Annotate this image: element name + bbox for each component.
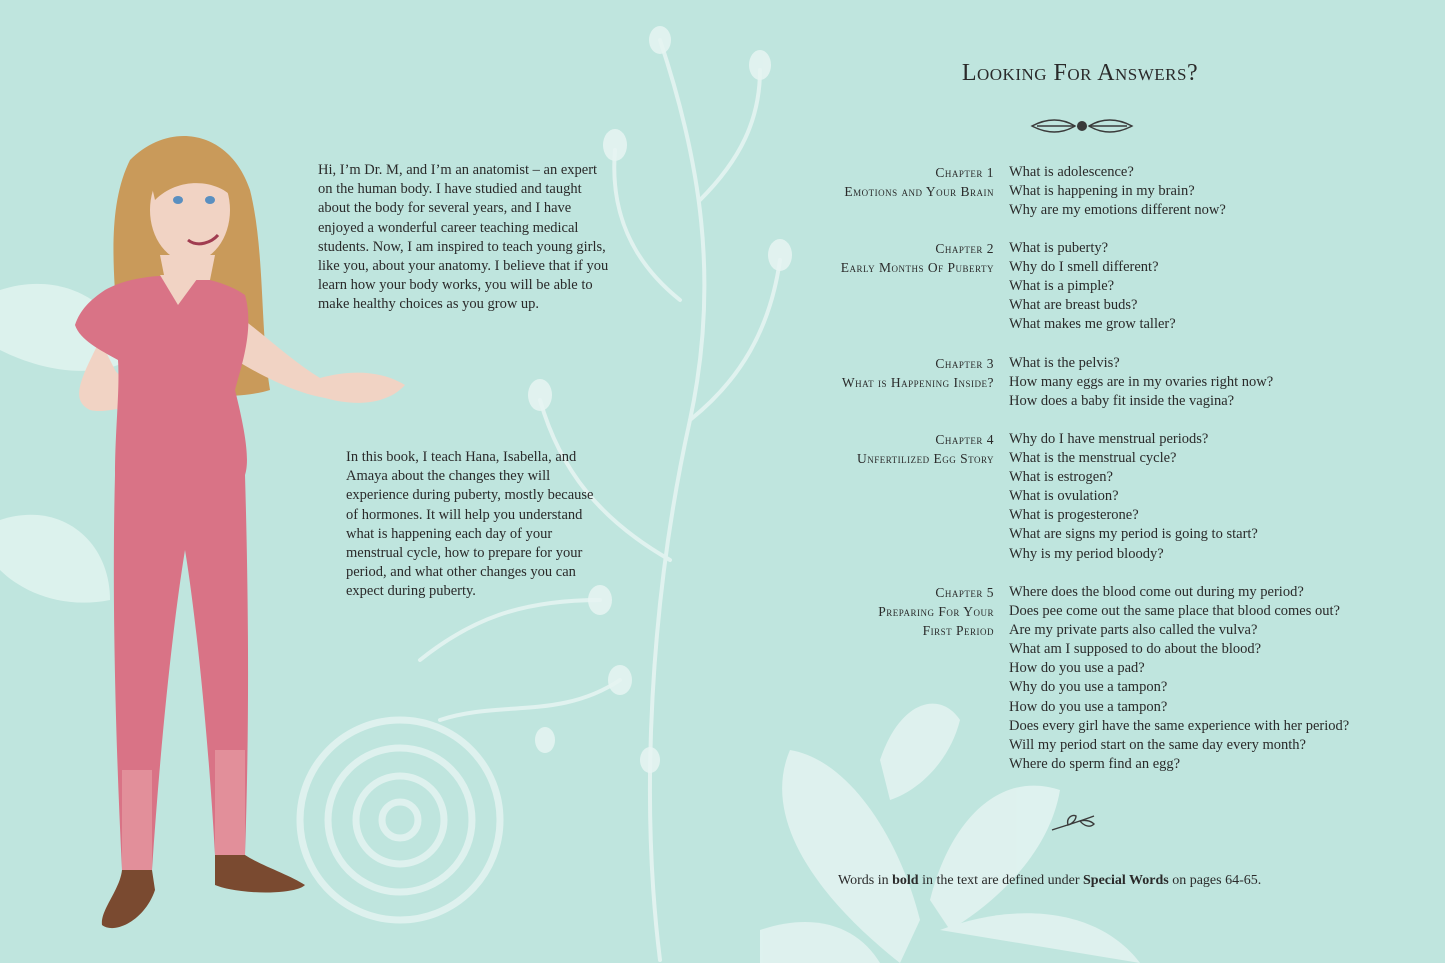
question-item: What is a pimple? <box>1009 278 1115 295</box>
question-item: Does pee come out the same place that blood comes out? <box>1009 603 1340 620</box>
chapter-3-name: What is Happening Inside? <box>841 375 994 391</box>
chapter-4-label <box>790 430 994 468</box>
question-item: What is ovulation? <box>1009 488 1119 505</box>
chapter-5-name-line-2: First Period <box>922 623 994 639</box>
intro-paragraph-1: Hi, I’m Dr. M, and I’m an anatomist – an expert on the human body. I have studied and taught about the body for several years, and I have enjoyed a wonderful career teaching medical students. Now, I am inspired to teach young girls, like you, about your anatomy. I believe that if you learn how your body works, you will be able to make healthy choices as you grow up. <box>318 162 609 313</box>
question-item: What is progesterone? <box>1009 507 1139 524</box>
question-item: Where do sperm find an egg? <box>1009 755 1181 772</box>
question-item: How many eggs are in my ovaries right now? <box>1009 374 1274 391</box>
question-item: What is the pelvis? <box>1009 355 1120 371</box>
chapter-4-name: Unfertilized Egg Story <box>856 451 994 467</box>
question-item: Where does the blood come out during my period? <box>1009 584 1304 600</box>
question-item: What are signs my period is going to start? <box>1009 526 1258 543</box>
question-item: What makes me grow taller? <box>1009 316 1176 333</box>
chapter-4-questions <box>1009 430 1399 564</box>
chapter-3-label <box>790 354 994 392</box>
leaf-ornament-icon <box>1027 114 1137 138</box>
sprig-ornament-icon <box>1048 810 1100 836</box>
question-item: How do you use a pad? <box>1009 660 1145 677</box>
intro-paragraph-2: In this book, I teach Hana, Isabella, and Amaya about the changes they will experience during puberty, mostly because of hormones. It will help you understand what is happening each day of your menstrual cycle, how to prepare for your period, and what other changes you can expect during puberty. <box>346 449 594 600</box>
chapter-2-number: Chapter 2 <box>935 241 994 256</box>
chapter-2-name: Early Months Of Puberty <box>840 260 994 276</box>
question-item: How do you use a tampon? <box>1009 698 1168 715</box>
footnote-bold-2: Special Words <box>1083 873 1169 888</box>
question-item: How does a baby fit inside the vagina? <box>1009 393 1235 410</box>
chapter-2-label <box>790 239 994 277</box>
question-item: Why do you use a tampon? <box>1009 679 1168 696</box>
footnote <box>838 873 1398 889</box>
chapter-1-label <box>790 163 994 201</box>
footnote-bold-1: bold <box>892 873 919 888</box>
footnote-part-1: Words in <box>838 873 893 888</box>
question-item: Why is my period bloody? <box>1009 545 1164 562</box>
question-item: Will my period start on the same day every month? <box>1009 736 1306 753</box>
page-title: Looking For Answers? <box>961 60 1199 86</box>
chapter-1-number: Chapter 1 <box>935 165 994 180</box>
chapter-5-name-line-1: Preparing For Your <box>878 604 994 620</box>
question-item: Does every girl have the same experience with her period? <box>1009 717 1350 734</box>
question-item: What is estrogen? <box>1009 469 1113 486</box>
footnote-part-3: on pages 64-65. <box>1168 873 1262 888</box>
chapter-5-number: Chapter 5 <box>935 585 994 600</box>
question-item: Why do I smell different? <box>1009 259 1159 276</box>
question-item: What is adolescence? <box>1009 164 1134 180</box>
question-item: Why are my emotions different now? <box>1009 202 1226 219</box>
chapter-3-number: Chapter 3 <box>935 356 994 371</box>
question-item: What is the menstrual cycle? <box>1009 450 1177 467</box>
chapter-5-label <box>790 583 994 640</box>
question-item: What is happening in my brain? <box>1009 183 1195 200</box>
chapter-4-number: Chapter 4 <box>935 432 994 447</box>
chapter-3-questions <box>1009 354 1399 411</box>
question-item: Why do I have menstrual periods? <box>1009 431 1209 447</box>
question-item: Are my private parts also called the vulva? <box>1009 622 1258 639</box>
chapter-1-name: Emotions and Your Brain <box>844 184 994 200</box>
chapter-2-questions <box>1009 239 1399 334</box>
question-item: What am I supposed to do about the blood? <box>1009 641 1262 658</box>
chapter-1-questions <box>1009 163 1399 220</box>
chapter-5-questions <box>1009 583 1399 774</box>
question-item: What is puberty? <box>1009 240 1109 256</box>
footnote-part-2: in the text are defined under <box>918 873 1083 888</box>
question-item: What are breast buds? <box>1009 297 1138 314</box>
